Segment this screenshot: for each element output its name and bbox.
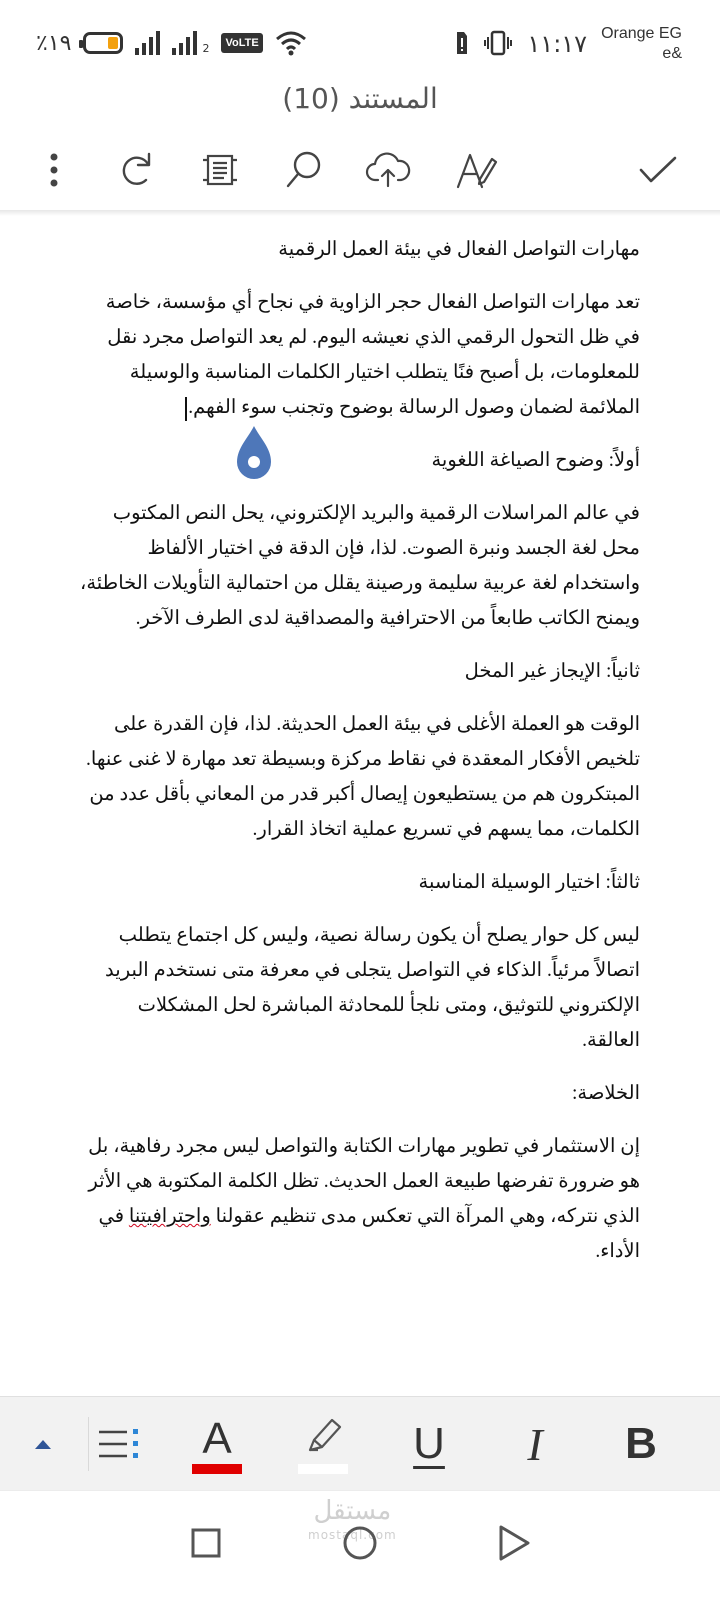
underline-button[interactable]	[394, 1407, 464, 1481]
status-right	[455, 24, 682, 64]
font-color-glyph: A	[202, 1414, 232, 1463]
battery-percent: ٪١٩	[36, 30, 72, 56]
highlight-button[interactable]	[288, 1407, 358, 1481]
search-icon[interactable]	[274, 140, 334, 200]
italic-glyph: I	[527, 1418, 543, 1470]
battery-icon	[83, 32, 123, 54]
carrier-sub: e&	[662, 45, 682, 62]
font-color-swatch	[192, 1464, 242, 1474]
more-vertical-icon[interactable]	[24, 140, 84, 200]
carrier-name: Orange EG	[601, 25, 682, 42]
sim-card-icon	[455, 30, 469, 56]
redo-icon[interactable]	[106, 140, 166, 200]
vibrate-icon	[483, 30, 513, 56]
italic-button[interactable]	[500, 1407, 570, 1481]
wifi-icon	[275, 30, 307, 56]
bullet-list-icon	[95, 1424, 143, 1464]
home-button[interactable]	[330, 1513, 390, 1573]
highlighter-icon	[298, 1414, 348, 1460]
section2-title: ثانياً: الإيجاز غير المخل	[464, 661, 640, 682]
volte-badge: VoLTE	[221, 33, 262, 53]
section1-body: في عالم المراسلات الرقمية والبريد الإلكتروني، يحل النص المكتوب محل لغة الجسد ونبرة الصوت. لذا، فإن الدقة في اختيار الألفاظ واستخدام لغة عربية سليمة ورصينة يقلل من احتمالية التأويلات الخاطئة، ويمنح الكاتب طابعاً من الاحترافية والمصداقية لدى الطرف الآخر.	[80, 503, 640, 629]
conclusion-text-a: إن الاستثمار في تطوير مهارات الكتابة والتواصل ليس مجرد رفاهية، بل هو ضرورة تفرضها طبيعة العمل الحديث. تظل الكلمة المكتوبة هي الأثر الذي نتركه، وهي المرآة التي تعكس مدى تنظيم عقولنا	[88, 1136, 640, 1227]
watermark-text: مستقل	[313, 1496, 392, 1526]
cursor-handle-icon[interactable]	[234, 424, 274, 482]
doc-heading: مهارات التواصل الفعال في بيئة العمل الرقمية	[278, 239, 640, 260]
format-toolbar	[0, 1396, 720, 1491]
format-pen-icon[interactable]	[446, 140, 506, 200]
expand-ribbon-button[interactable]	[8, 1407, 78, 1481]
section1-title: أولاً: وضوح الصياغة اللغوية	[431, 450, 640, 471]
clock: ١١:١٧	[527, 30, 588, 58]
bold-button[interactable]	[606, 1407, 676, 1481]
cloud-upload-icon[interactable]	[358, 140, 418, 200]
status-bar	[0, 0, 720, 88]
status-left	[36, 30, 307, 56]
square-icon	[190, 1527, 222, 1559]
misspelled-word[interactable]: واحترافيتنا	[128, 1206, 211, 1227]
reading-view-icon[interactable]	[190, 140, 250, 200]
top-toolbar	[0, 130, 720, 210]
document-body[interactable]	[80, 232, 640, 1287]
watermark-sub: mostaql.com	[308, 1528, 397, 1542]
doc-intro	[80, 285, 640, 425]
intro-text: تعد مهارات التواصل الفعال حجر الزاوية في نجاح أي مؤسسة، خاصة في ظل التحول الرقمي الذي نعيشه اليوم. لم يعد التواصل مجرد نقل للمعلومات، بل أصبح فنًا يتطلب اختيار الكلمات المناسبة والوسيلة الملائمة لضمان وصول الرسالة بوضوح وتجنب سوء الفهم.	[105, 292, 640, 418]
font-color-button[interactable]	[182, 1407, 252, 1481]
signal-sim2-icon	[172, 31, 209, 55]
conclusion-text-b: في الأداء.	[98, 1206, 640, 1262]
section3-body: ليس كل حوار يصلح أن يكون رسالة نصية، وليس كل اجتماع يتطلب اتصالاً مرئياً. الذكاء في التواصل يتجلى في معرفة متى نستخدم البريد الإلكتروني للتوثيق، ومتى نلجأ للمحادثة المباشرة لحل المشكلات العالقة.	[105, 925, 640, 1051]
list-button[interactable]	[84, 1407, 154, 1481]
text-cursor	[185, 397, 187, 421]
circle-icon	[342, 1525, 378, 1561]
underline-glyph: U	[413, 1419, 445, 1468]
sim-index: 2	[202, 42, 210, 55]
system-nav-bar	[0, 1490, 720, 1605]
carrier-label	[601, 24, 682, 64]
caret-up-icon	[34, 1438, 52, 1450]
document-title[interactable]: المستند (10)	[282, 82, 438, 115]
section3-title: ثالثاً: اختيار الوسيلة المناسبة	[418, 872, 640, 893]
bold-glyph: B	[625, 1419, 657, 1468]
back-button[interactable]	[484, 1513, 544, 1573]
conclusion-body	[80, 1129, 640, 1269]
conclusion-title: الخلاصة:	[571, 1083, 640, 1104]
toolbar-shadow	[0, 210, 720, 216]
section2-body: الوقت هو العملة الأغلى في بيئة العمل الحديثة. لذا، فإن القدرة على تلخيص الأفكار المعقدة في نقاط مركزة وبسيطة تعد مهارة لا غنى عنها. المبتكرون هم من يستطيعون إيصال أكبر قدر من المعاني بأقل عدد من الكلمات، مما يسهم في تسريع عملية اتخاذ القرار.	[86, 714, 640, 840]
triangle-back-icon	[497, 1524, 531, 1562]
signal-icon	[135, 31, 160, 55]
recents-button[interactable]	[176, 1513, 236, 1573]
highlight-swatch	[298, 1464, 348, 1474]
done-check-icon[interactable]	[628, 140, 688, 200]
